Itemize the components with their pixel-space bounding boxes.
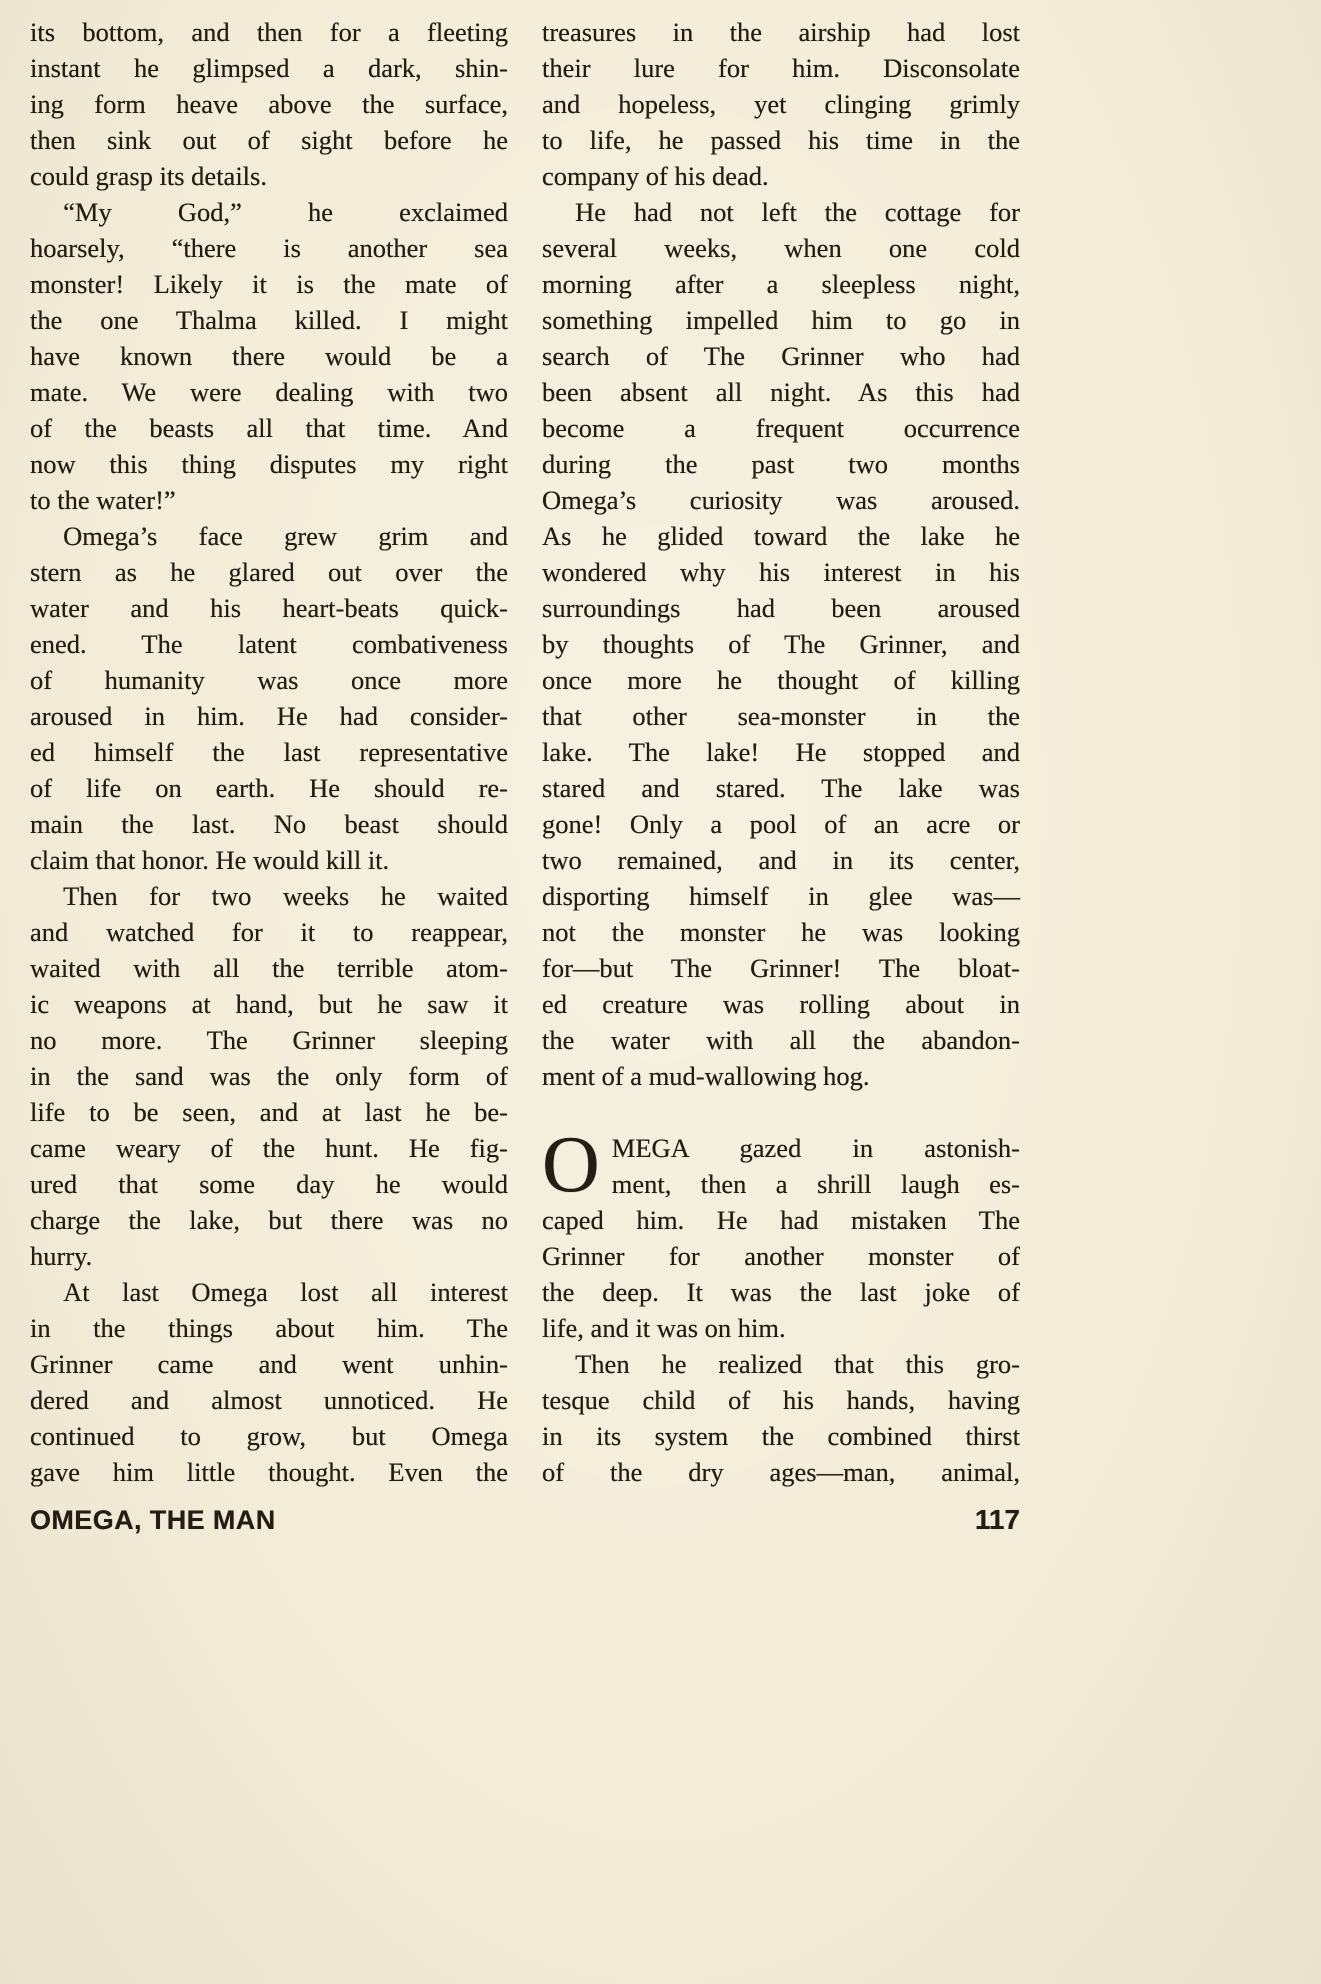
text-line: ment of a mud-wallowing hog. bbox=[542, 1061, 870, 1091]
text-line: waited with all the terrible atom- bbox=[30, 953, 508, 983]
text-line: lake. The lake! He stopped and bbox=[542, 737, 1020, 767]
text-line: been absent all night. As this had bbox=[542, 377, 1020, 407]
text-block bbox=[30, 14, 1020, 1490]
text-line: stern as he glared out over the bbox=[30, 557, 508, 587]
text-line: become a frequent occurrence bbox=[542, 413, 1020, 443]
text-line: life to be seen, and at last he be- bbox=[30, 1097, 508, 1127]
text-line: instant he glimpsed a dark, shin- bbox=[30, 53, 508, 83]
text-line: At last Omega lost all interest bbox=[63, 1277, 508, 1307]
text-line: He had not left the cottage for bbox=[575, 197, 1020, 227]
paragraph bbox=[30, 878, 508, 1274]
page-footer bbox=[30, 1504, 1020, 1536]
column-right bbox=[542, 14, 1020, 1490]
running-title: OMEGA, THE MAN bbox=[30, 1505, 276, 1535]
text-line: and watched for it to reappear, bbox=[30, 917, 508, 947]
text-line: the water with all the abandon- bbox=[542, 1025, 1020, 1055]
paragraph bbox=[30, 1274, 508, 1490]
text-line: water and his heart-beats quick- bbox=[30, 593, 508, 623]
column-left bbox=[30, 14, 508, 1490]
text-line: aroused in him. He had consider- bbox=[30, 701, 508, 731]
text-line: have known there would be a bbox=[30, 341, 508, 371]
text-line: morning after a sleepless night, bbox=[542, 269, 1020, 299]
text-line: ing form heave above the surface, bbox=[30, 89, 508, 119]
text-line: of humanity was once more bbox=[30, 665, 508, 695]
text-line: of the beasts all that time. And bbox=[30, 413, 508, 443]
text-line: in its system the combined thirst bbox=[542, 1421, 1020, 1451]
text-line: in the sand was the only form of bbox=[30, 1061, 508, 1091]
text-line: continued to grow, but Omega bbox=[30, 1421, 508, 1451]
text-line: tesque child of his hands, having bbox=[542, 1385, 1020, 1415]
text-line: search of The Grinner who had bbox=[542, 341, 1020, 371]
text-line: gave him little thought. Even the bbox=[30, 1457, 508, 1487]
page-number: 117 bbox=[974, 1504, 1020, 1535]
text-line: came weary of the hunt. He fig- bbox=[30, 1133, 508, 1163]
text-line: several weeks, when one cold bbox=[542, 233, 1020, 263]
text-line: disporting himself in glee was— bbox=[542, 881, 1020, 911]
text-line: MEGA gazed in astonish- bbox=[611, 1133, 1020, 1163]
text-line: by thoughts of The Grinner, and bbox=[542, 629, 1020, 659]
text-line: ed himself the last representative bbox=[30, 737, 508, 767]
text-line: not the monster he was looking bbox=[542, 917, 1020, 947]
text-line: Omega’s face grew grim and bbox=[63, 521, 508, 551]
text-line: its bottom, and then for a fleeting bbox=[30, 17, 508, 47]
text-line: two remained, and in its center, bbox=[542, 845, 1020, 875]
paragraph bbox=[542, 1346, 1020, 1490]
text-line: gone! Only a pool of an acre or bbox=[542, 809, 1020, 839]
text-line: the deep. It was the last joke of bbox=[542, 1277, 1020, 1307]
text-line: during the past two months bbox=[542, 449, 1020, 479]
text-line: Then for two weeks he waited bbox=[63, 881, 508, 911]
text-line: to the water!” bbox=[30, 485, 176, 515]
text-line: main the last. No beast should bbox=[30, 809, 508, 839]
text-line: no more. The Grinner sleeping bbox=[30, 1025, 508, 1055]
text-line: in the things about him. The bbox=[30, 1313, 508, 1343]
paragraph bbox=[30, 518, 508, 878]
text-line: for—but The Grinner! The bloat- bbox=[542, 953, 1020, 983]
text-line: of life on earth. He should re- bbox=[30, 773, 508, 803]
paragraph bbox=[30, 194, 508, 518]
text-line: of the dry ages—man, animal, bbox=[542, 1457, 1020, 1487]
text-line: ic weapons at hand, but he saw it bbox=[30, 989, 508, 1019]
text-line: ment, then a shrill laugh es- bbox=[611, 1169, 1020, 1199]
text-line: ed creature was rolling about in bbox=[542, 989, 1020, 1019]
text-line: Grinner for another monster of bbox=[542, 1241, 1020, 1271]
text-line: life, and it was on him. bbox=[542, 1313, 786, 1343]
paragraph bbox=[542, 14, 1020, 194]
text-line: Grinner came and went unhin- bbox=[30, 1349, 508, 1379]
text-line: their lure for him. Disconsolate bbox=[542, 53, 1020, 83]
text-line: ened. The latent combativeness bbox=[30, 629, 508, 659]
text-line: As he glided toward the lake he bbox=[542, 521, 1020, 551]
text-line: that other sea-monster in the bbox=[542, 701, 1020, 731]
text-line: the one Thalma killed. I might bbox=[30, 305, 508, 335]
text-line: “My God,” he exclaimed bbox=[63, 197, 508, 227]
text-line: ured that some day he would bbox=[30, 1169, 508, 1199]
drop-cap-letter: O bbox=[542, 1121, 600, 1209]
text-line: claim that honor. He would kill it. bbox=[30, 845, 390, 875]
text-line: stared and stared. The lake was bbox=[542, 773, 1020, 803]
text-line: wondered why his interest in his bbox=[542, 557, 1020, 587]
text-line: hurry. bbox=[30, 1241, 93, 1271]
paragraph bbox=[30, 14, 508, 194]
text-line: dered and almost unnoticed. He bbox=[30, 1385, 508, 1415]
text-line: something impelled him to go in bbox=[542, 305, 1020, 335]
text-line: treasures in the airship had lost bbox=[542, 17, 1020, 47]
text-line: mate. We were dealing with two bbox=[30, 377, 508, 407]
text-line: surroundings had been aroused bbox=[542, 593, 1020, 623]
text-line: could grasp its details. bbox=[30, 161, 267, 191]
text-line: charge the lake, but there was no bbox=[30, 1205, 508, 1235]
text-line: once more he thought of killing bbox=[542, 665, 1020, 695]
text-line: then sink out of sight before he bbox=[30, 125, 508, 155]
paragraph bbox=[542, 194, 1020, 1094]
text-line: and hopeless, yet clinging grimly bbox=[542, 89, 1020, 119]
paragraph-dropcap bbox=[542, 1121, 1020, 1346]
text-line: now this thing disputes my right bbox=[30, 449, 508, 479]
text-line: to life, he passed his time in the bbox=[542, 125, 1020, 155]
text-line: Then he realized that this gro- bbox=[575, 1349, 1020, 1379]
text-line: company of his dead. bbox=[542, 161, 769, 191]
text-line: monster! Likely it is the mate of bbox=[30, 269, 508, 299]
text-line: hoarsely, “there is another sea bbox=[30, 233, 508, 263]
text-line: caped him. He had mistaken The bbox=[542, 1205, 1020, 1235]
text-line: Omega’s curiosity was aroused. bbox=[542, 485, 1020, 515]
